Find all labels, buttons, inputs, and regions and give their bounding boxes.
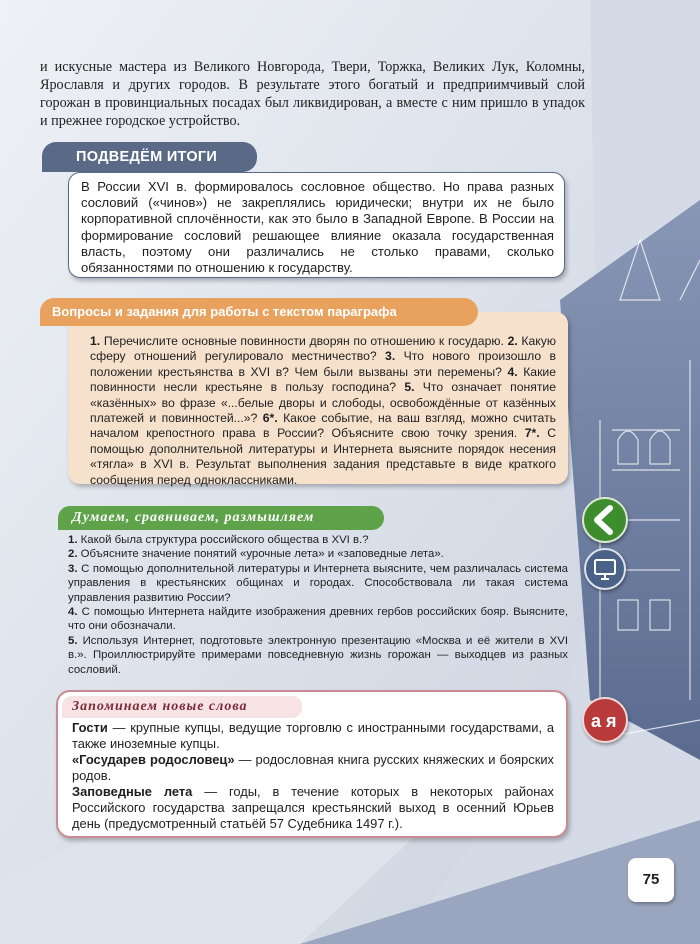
think-text: С помощью Интернета найдите изображения древних гербов российских бояр. Выясните, что они обозначали. bbox=[68, 606, 568, 633]
question-number: 5. bbox=[404, 380, 415, 395]
dictionary-icon bbox=[584, 699, 626, 741]
question-number: 2. bbox=[507, 334, 518, 348]
glossary-entry bbox=[72, 720, 554, 752]
question-text: Что означает понятие «казённых» во фразе «...белые дворы и слободы, освобождённые от казённых платежей и повинностей...»? bbox=[90, 380, 557, 426]
question-text: Перечислите основные повинности дворян по отношению к государю. bbox=[103, 334, 504, 348]
chevron-left-icon bbox=[584, 499, 626, 541]
question-number: 4. bbox=[507, 364, 518, 379]
summary-heading: ПОДВЕДЁМ ИТОГИ bbox=[42, 142, 257, 172]
question-number: 7*. bbox=[524, 426, 540, 441]
think-item bbox=[68, 547, 568, 561]
think-text: Объясните значение понятий «урочные лета» и «заповедные лета». bbox=[80, 548, 444, 561]
think-heading: Думаем, сравниваем, размышляем bbox=[58, 506, 384, 530]
think-text: Используя Интернет, подготовьте электронную презентацию «Москва и её жители в XVI в.». Проиллюстрируйте примерами повседневную жизнь горожан — выходцев из разных сословий. bbox=[68, 634, 568, 676]
think-number: 2. bbox=[68, 548, 78, 561]
back-button[interactable] bbox=[582, 497, 628, 543]
question-text: Что нового произошло в положении крестьянства в XVI в? Чем были вызваны эти перемены? bbox=[90, 349, 557, 379]
words-heading: Запоминаем новые слова bbox=[62, 696, 302, 718]
glossary-term: «Государев родословец» bbox=[72, 752, 235, 767]
question-number: 6*. bbox=[262, 411, 278, 426]
think-item bbox=[68, 562, 568, 605]
glossary-entry bbox=[72, 784, 554, 832]
question-text: С помощью дополнительной литературы и Интернета выясните порядок несения «тягла» в XVI в. Результат выполнения задания представьте в виде краткого сообщения перед одноклассниками. bbox=[90, 426, 557, 487]
think-text: Какой была структура российского общества в XVI в.? bbox=[80, 534, 369, 546]
glossary-definition: — родословная книга русских княжеских и боярских родов. bbox=[72, 752, 554, 783]
monitor-icon bbox=[586, 550, 624, 588]
question-text: Какую сферу отношений регулировало местничество? bbox=[90, 334, 557, 364]
summary-box bbox=[68, 172, 565, 278]
glossary-term: Гости bbox=[72, 720, 108, 735]
think-number: 3. bbox=[68, 562, 78, 575]
think-number: 4. bbox=[68, 606, 78, 619]
think-list bbox=[68, 533, 568, 677]
think-number: 1. bbox=[68, 534, 78, 546]
question-number: 3. bbox=[385, 349, 396, 364]
glossary-entry bbox=[72, 752, 554, 784]
dictionary-glyph: а я bbox=[591, 711, 617, 731]
words-box bbox=[56, 690, 568, 838]
think-item bbox=[68, 605, 568, 634]
screen-button[interactable] bbox=[584, 548, 626, 590]
think-item bbox=[68, 533, 568, 547]
think-text: С помощью дополнительной литературы и Интернета выясните, чем различалась система управления в крестьянских общинах и городах. Способствовала ли такая система управления развитию России? bbox=[68, 562, 568, 604]
questions-box bbox=[68, 312, 568, 487]
summary-text: В России XVI в. формировалось сословное общество. Но права разных сословий («чинов») не закреплялись юридически; внутри их не было корпоративной сплочённости, как это было в Западной Европе. В России на формирование сословий решающее влияние оказала государственная власть, поэтому они различались не столько правами, сколько обязанностями по отношению к государству. bbox=[81, 179, 554, 276]
question-item bbox=[90, 334, 508, 348]
questions-heading: Вопросы и задания для работы с текстом параграфа bbox=[40, 298, 478, 326]
questions-list bbox=[90, 334, 556, 488]
glossary-term: Заповедные лета bbox=[72, 784, 193, 799]
page-number: 75 bbox=[628, 858, 674, 902]
glossary-definition: — крупные купцы, ведущие торговлю с иностранными государствами, а также иноземные купцы. bbox=[72, 720, 554, 751]
question-text: Какое событие, на ваш взгляд, можно считать началом крепостного права в России? Объясните свою точку зрения. bbox=[90, 411, 556, 441]
dictionary-button[interactable] bbox=[582, 697, 628, 743]
think-number: 5. bbox=[68, 634, 78, 647]
words-list bbox=[72, 720, 554, 832]
intro-paragraph: и искусные мастера из Великого Новгорода, Твери, Торжка, Великих Лук, Коломны, Ярославля и других городов. В результате этого богатый и предприимчивый слой горожан в провинциальных посадах был ликвидирован, а вместе с ним пришло в упадок и прежнее городское устройство. bbox=[40, 59, 585, 129]
think-item bbox=[68, 634, 568, 677]
glossary-definition: — годы, в течение которых в некоторых районах Российского государства запрещался крестьянский выход в осенний Юрьев день (предусмотренный статьёй 57 Судебника 1497 г.). bbox=[72, 784, 554, 831]
question-text: Какие повинности несли крестьяне в пользу господина? bbox=[90, 364, 556, 395]
question-number: 1. bbox=[90, 334, 101, 348]
